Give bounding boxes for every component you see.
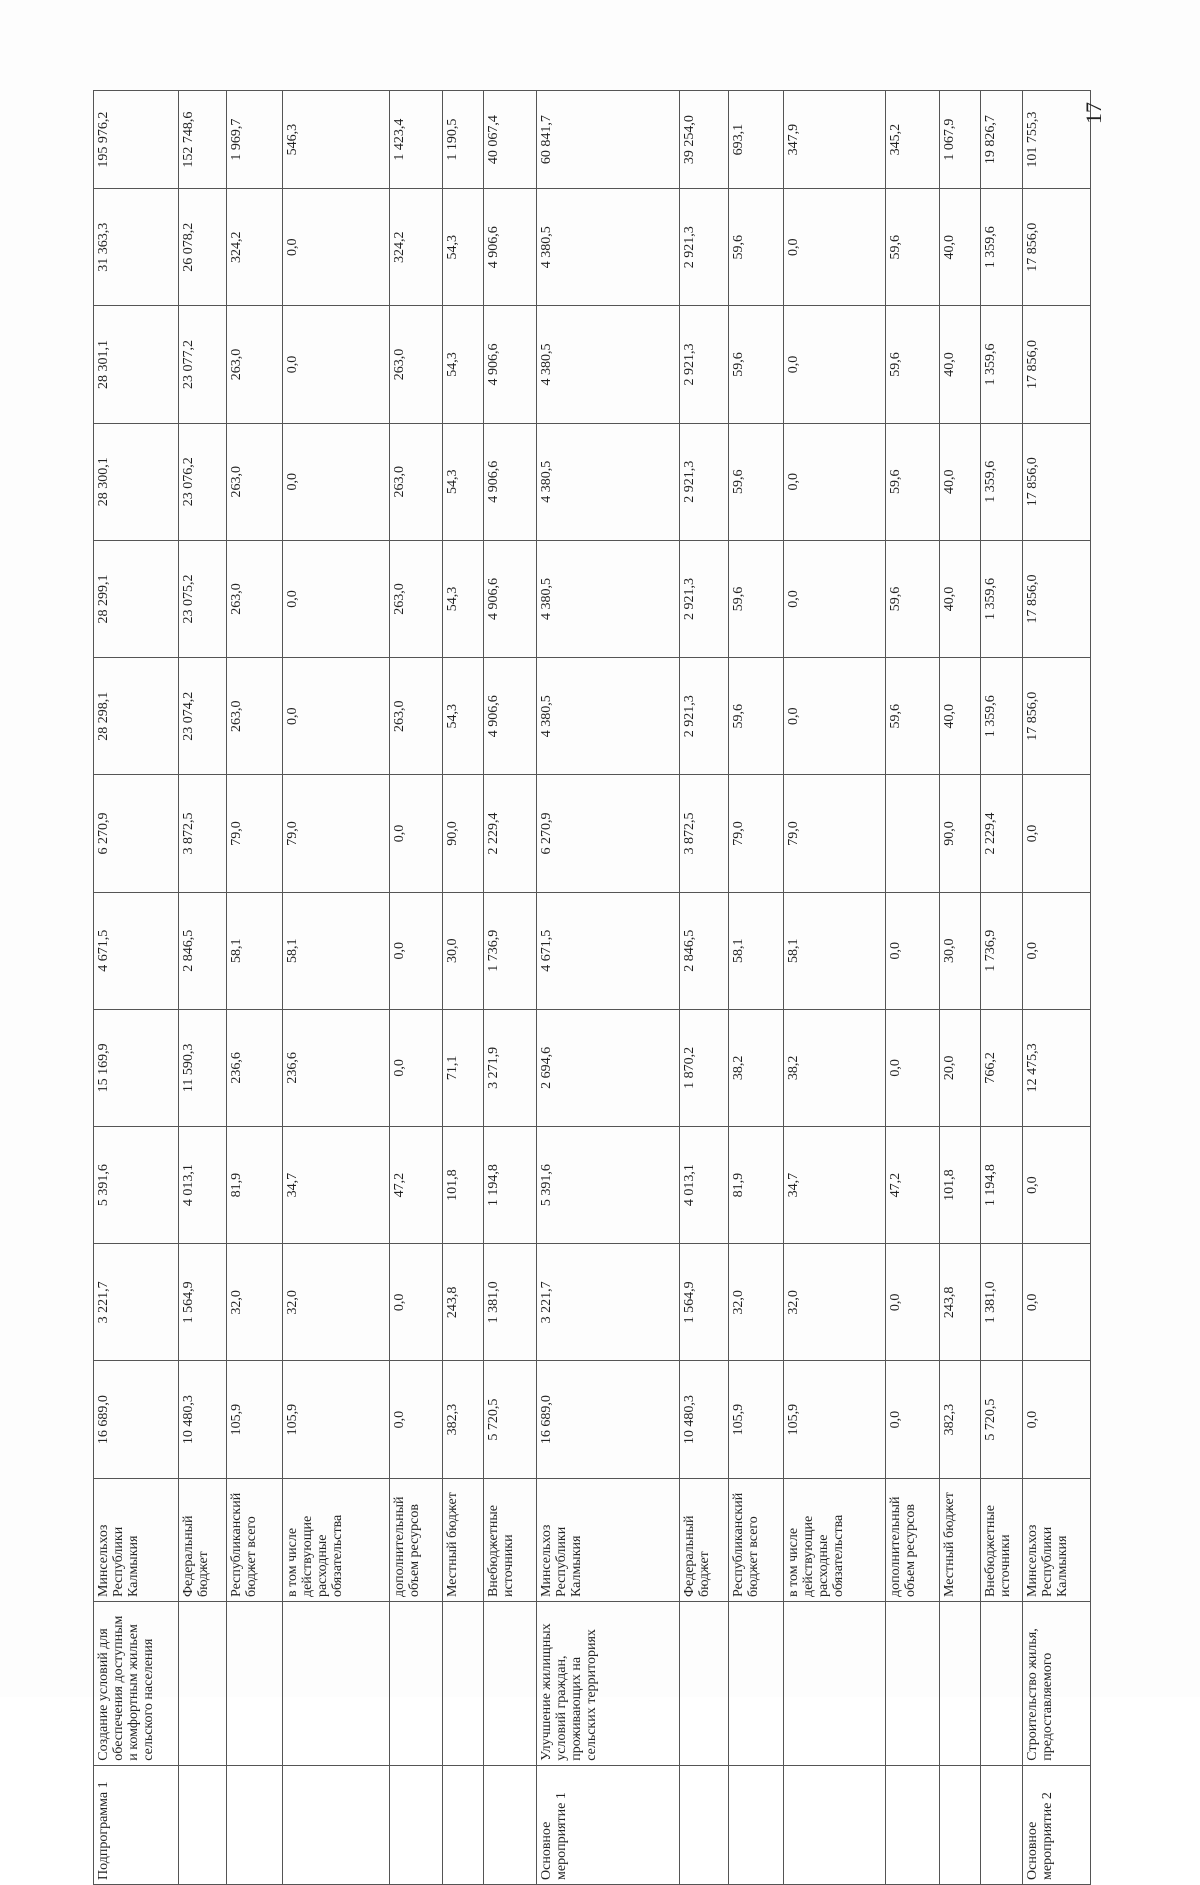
program-cell: Основное мероприятие 2 — [1023, 1765, 1091, 1884]
description-cell — [484, 1602, 537, 1766]
value-cell: 0,0 — [282, 423, 389, 540]
value-cell: 59,6 — [728, 423, 784, 540]
value-cell: 243,8 — [939, 1244, 980, 1361]
value-cell: 54,3 — [442, 423, 483, 540]
value-cell: 2 921,3 — [680, 658, 728, 775]
value-cell: 3 221,7 — [94, 1244, 179, 1361]
value-cell: 58,1 — [784, 892, 886, 1009]
value-cell: 40 067,4 — [484, 91, 537, 189]
value-cell: 4 906,6 — [484, 423, 537, 540]
value-cell: 71,1 — [442, 1009, 483, 1126]
value-cell: 58,1 — [728, 892, 784, 1009]
value-cell: 58,1 — [282, 892, 389, 1009]
value-cell: 382,3 — [939, 1361, 980, 1478]
value-cell: 195 976,2 — [94, 91, 179, 189]
value-cell: 766,2 — [980, 1009, 1022, 1126]
value-cell: 59,6 — [886, 189, 939, 306]
value-cell: 1 359,6 — [980, 306, 1022, 423]
value-cell: 236,6 — [227, 1009, 283, 1126]
value-cell: 6 270,9 — [537, 775, 680, 892]
value-cell: 546,3 — [282, 91, 389, 189]
value-cell: 345,2 — [886, 91, 939, 189]
value-cell: 263,0 — [227, 306, 283, 423]
program-cell — [886, 1765, 939, 1884]
value-cell: 5 720,5 — [484, 1361, 537, 1478]
value-cell: 12 475,3 — [1023, 1009, 1091, 1126]
value-cell: 0,0 — [282, 540, 389, 657]
value-cell: 32,0 — [784, 1244, 886, 1361]
value-cell: 90,0 — [442, 775, 483, 892]
value-cell: 2 921,3 — [680, 540, 728, 657]
source-cell: Минсельхоз Республики Калмыкия — [94, 1478, 179, 1601]
program-cell — [389, 1765, 442, 1884]
value-cell: 4 671,5 — [94, 892, 179, 1009]
table-row — [94, 91, 179, 1885]
table-row — [939, 91, 980, 1885]
table-row — [389, 91, 442, 1885]
value-cell: 152 748,6 — [178, 91, 226, 189]
value-cell: 34,7 — [282, 1127, 389, 1244]
value-cell: 4 380,5 — [537, 306, 680, 423]
value-cell: 19 826,7 — [980, 91, 1022, 189]
value-cell: 0,0 — [389, 1009, 442, 1126]
value-cell: 324,2 — [227, 189, 283, 306]
value-cell: 28 298,1 — [94, 658, 179, 775]
value-cell: 40,0 — [939, 658, 980, 775]
value-cell: 40,0 — [939, 306, 980, 423]
value-cell: 1 067,9 — [939, 91, 980, 189]
description-cell — [784, 1602, 886, 1766]
value-cell: 263,0 — [227, 658, 283, 775]
value-cell: 32,0 — [227, 1244, 283, 1361]
value-cell: 17 856,0 — [1023, 658, 1091, 775]
value-cell: 23 077,2 — [178, 306, 226, 423]
value-cell: 17 856,0 — [1023, 540, 1091, 657]
value-cell: 0,0 — [282, 658, 389, 775]
table-row — [784, 91, 886, 1885]
program-cell — [484, 1765, 537, 1884]
value-cell: 4 380,5 — [537, 423, 680, 540]
value-cell: 59,6 — [728, 658, 784, 775]
value-cell: 0,0 — [389, 775, 442, 892]
value-cell: 4 906,6 — [484, 658, 537, 775]
value-cell: 32,0 — [282, 1244, 389, 1361]
value-cell: 54,3 — [442, 540, 483, 657]
value-cell: 40,0 — [939, 423, 980, 540]
description-cell — [886, 1602, 939, 1766]
value-cell: 1 359,6 — [980, 540, 1022, 657]
value-cell: 54,3 — [442, 189, 483, 306]
value-cell: 31 363,3 — [94, 189, 179, 306]
source-cell: Внебюджетные источники — [484, 1478, 537, 1601]
value-cell: 4 906,6 — [484, 540, 537, 657]
value-cell: 79,0 — [282, 775, 389, 892]
program-cell — [227, 1765, 283, 1884]
description-cell — [680, 1602, 728, 1766]
value-cell: 105,9 — [227, 1361, 283, 1478]
value-cell: 0,0 — [784, 423, 886, 540]
value-cell: 324,2 — [389, 189, 442, 306]
value-cell: 0,0 — [389, 1361, 442, 1478]
value-cell: 1 423,4 — [389, 91, 442, 189]
value-cell: 243,8 — [442, 1244, 483, 1361]
source-cell: Республиканский бюджет всего — [728, 1478, 784, 1601]
source-cell: дополнительный объем ресурсов — [886, 1478, 939, 1601]
value-cell: 23 075,2 — [178, 540, 226, 657]
value-cell: 263,0 — [389, 306, 442, 423]
budget-table — [93, 90, 1091, 1885]
value-cell: 47,2 — [389, 1127, 442, 1244]
value-cell: 3 872,5 — [680, 775, 728, 892]
value-cell: 1 381,0 — [980, 1244, 1022, 1361]
source-cell: Республиканский бюджет всего — [227, 1478, 283, 1601]
value-cell: 5 391,6 — [537, 1127, 680, 1244]
source-cell: Минсельхоз Республики Калмыкия — [1023, 1478, 1091, 1601]
description-cell — [282, 1602, 389, 1766]
table-row — [484, 91, 537, 1885]
value-cell: 5 720,5 — [980, 1361, 1022, 1478]
value-cell: 6 270,9 — [94, 775, 179, 892]
value-cell: 2 921,3 — [680, 306, 728, 423]
value-cell: 236,6 — [282, 1009, 389, 1126]
value-cell: 81,9 — [728, 1127, 784, 1244]
value-cell: 47,2 — [886, 1127, 939, 1244]
value-cell: 2 921,3 — [680, 189, 728, 306]
value-cell: 3 221,7 — [537, 1244, 680, 1361]
value-cell: 105,9 — [728, 1361, 784, 1478]
value-cell: 15 169,9 — [94, 1009, 179, 1126]
value-cell: 2 229,4 — [484, 775, 537, 892]
program-cell — [784, 1765, 886, 1884]
description-cell — [389, 1602, 442, 1766]
value-cell: 0,0 — [784, 658, 886, 775]
program-cell — [980, 1765, 1022, 1884]
value-cell: 90,0 — [939, 775, 980, 892]
value-cell: 0,0 — [886, 892, 939, 1009]
value-cell: 0,0 — [1023, 892, 1091, 1009]
value-cell: 1 381,0 — [484, 1244, 537, 1361]
page-number: 17 — [1081, 102, 1106, 124]
value-cell: 17 856,0 — [1023, 423, 1091, 540]
value-cell: 101,8 — [442, 1127, 483, 1244]
value-cell: 0,0 — [1023, 1361, 1091, 1478]
value-cell: 1 359,6 — [980, 423, 1022, 540]
description-cell — [227, 1602, 283, 1766]
value-cell: 2 921,3 — [680, 423, 728, 540]
source-cell: Федеральный бюджет — [178, 1478, 226, 1601]
value-cell: 3 872,5 — [178, 775, 226, 892]
value-cell: 0,0 — [282, 306, 389, 423]
value-cell: 54,3 — [442, 658, 483, 775]
source-cell: в том числе действующие расходные обязательства — [282, 1478, 389, 1601]
value-cell: 16 689,0 — [537, 1361, 680, 1478]
value-cell: 105,9 — [784, 1361, 886, 1478]
rotated-table-wrapper — [93, 90, 1091, 1885]
value-cell: 1 359,6 — [980, 658, 1022, 775]
value-cell: 1 736,9 — [484, 892, 537, 1009]
value-cell: 30,0 — [442, 892, 483, 1009]
value-cell: 4 380,5 — [537, 189, 680, 306]
value-cell: 0,0 — [1023, 1127, 1091, 1244]
value-cell: 263,0 — [227, 540, 283, 657]
value-cell: 16 689,0 — [94, 1361, 179, 1478]
value-cell: 2 694,6 — [537, 1009, 680, 1126]
value-cell: 0,0 — [389, 1244, 442, 1361]
value-cell: 32,0 — [728, 1244, 784, 1361]
table-row — [178, 91, 226, 1885]
value-cell: 0,0 — [886, 1009, 939, 1126]
value-cell: 0,0 — [784, 189, 886, 306]
value-cell: 0,0 — [886, 1361, 939, 1478]
value-cell: 3 271,9 — [484, 1009, 537, 1126]
table-row — [1023, 91, 1091, 1885]
value-cell: 59,6 — [728, 306, 784, 423]
value-cell: 23 074,2 — [178, 658, 226, 775]
value-cell: 10 480,3 — [178, 1361, 226, 1478]
value-cell: 17 856,0 — [1023, 306, 1091, 423]
value-cell: 59,6 — [886, 423, 939, 540]
value-cell: 26 078,2 — [178, 189, 226, 306]
description-cell: Создание условий для обеспечения доступным и комфортным жильем сельского населения — [94, 1602, 179, 1766]
value-cell: 1 359,6 — [980, 189, 1022, 306]
value-cell: 101 755,3 — [1023, 91, 1091, 189]
value-cell: 0,0 — [282, 189, 389, 306]
value-cell: 4 013,1 — [680, 1127, 728, 1244]
value-cell: 59,6 — [728, 540, 784, 657]
value-cell: 81,9 — [227, 1127, 283, 1244]
description-cell — [442, 1602, 483, 1766]
value-cell: 0,0 — [1023, 1244, 1091, 1361]
value-cell: 105,9 — [282, 1361, 389, 1478]
value-cell: 347,9 — [784, 91, 886, 189]
value-cell: 79,0 — [728, 775, 784, 892]
value-cell: 58,1 — [227, 892, 283, 1009]
value-cell: 0,0 — [784, 306, 886, 423]
value-cell: 263,0 — [389, 540, 442, 657]
table-row — [442, 91, 483, 1885]
value-cell: 5 391,6 — [94, 1127, 179, 1244]
value-cell: 28 300,1 — [94, 423, 179, 540]
value-cell: 59,6 — [886, 306, 939, 423]
value-cell: 1 870,2 — [680, 1009, 728, 1126]
value-cell — [886, 775, 939, 892]
value-cell: 59,6 — [886, 540, 939, 657]
value-cell: 10 480,3 — [680, 1361, 728, 1478]
value-cell: 1 564,9 — [680, 1244, 728, 1361]
program-cell: Подпрограмма 1 — [94, 1765, 179, 1884]
value-cell: 1 736,9 — [980, 892, 1022, 1009]
value-cell: 59,6 — [886, 658, 939, 775]
value-cell: 1 194,8 — [484, 1127, 537, 1244]
value-cell: 40,0 — [939, 540, 980, 657]
value-cell: 263,0 — [389, 423, 442, 540]
table-row — [227, 91, 283, 1885]
value-cell: 11 590,3 — [178, 1009, 226, 1126]
value-cell: 4 013,1 — [178, 1127, 226, 1244]
value-cell: 28 299,1 — [94, 540, 179, 657]
value-cell: 1 194,8 — [980, 1127, 1022, 1244]
value-cell: 0,0 — [389, 892, 442, 1009]
table-row — [728, 91, 784, 1885]
value-cell: 30,0 — [939, 892, 980, 1009]
value-cell: 1 564,9 — [178, 1244, 226, 1361]
description-cell — [178, 1602, 226, 1766]
source-cell: Минсельхоз Республики Калмыкия — [537, 1478, 680, 1601]
value-cell: 4 380,5 — [537, 658, 680, 775]
value-cell: 693,1 — [728, 91, 784, 189]
description-cell — [980, 1602, 1022, 1766]
description-cell — [728, 1602, 784, 1766]
value-cell: 20,0 — [939, 1009, 980, 1126]
value-cell: 17 856,0 — [1023, 189, 1091, 306]
value-cell: 34,7 — [784, 1127, 886, 1244]
table-row — [680, 91, 728, 1885]
value-cell: 2 846,5 — [680, 892, 728, 1009]
value-cell: 2 229,4 — [980, 775, 1022, 892]
value-cell: 1 969,7 — [227, 91, 283, 189]
value-cell: 0,0 — [1023, 775, 1091, 892]
value-cell: 382,3 — [442, 1361, 483, 1478]
source-cell: дополнительный объем ресурсов — [389, 1478, 442, 1601]
source-cell: Внебюджетные источники — [980, 1478, 1022, 1601]
value-cell: 4 380,5 — [537, 540, 680, 657]
value-cell: 54,3 — [442, 306, 483, 423]
value-cell: 101,8 — [939, 1127, 980, 1244]
value-cell: 0,0 — [784, 540, 886, 657]
value-cell: 4 906,6 — [484, 306, 537, 423]
value-cell: 1 190,5 — [442, 91, 483, 189]
program-cell — [442, 1765, 483, 1884]
table-row — [537, 91, 680, 1885]
program-cell — [680, 1765, 728, 1884]
table-row — [980, 91, 1022, 1885]
value-cell: 79,0 — [784, 775, 886, 892]
value-cell: 40,0 — [939, 189, 980, 306]
table-row — [886, 91, 939, 1885]
value-cell: 39 254,0 — [680, 91, 728, 189]
source-cell: Местный бюджет — [442, 1478, 483, 1601]
table-body — [94, 91, 1091, 1885]
value-cell: 79,0 — [227, 775, 283, 892]
program-cell — [282, 1765, 389, 1884]
value-cell: 59,6 — [728, 189, 784, 306]
value-cell: 4 906,6 — [484, 189, 537, 306]
program-cell — [178, 1765, 226, 1884]
value-cell: 0,0 — [886, 1244, 939, 1361]
value-cell: 4 671,5 — [537, 892, 680, 1009]
source-cell: Федеральный бюджет — [680, 1478, 728, 1601]
program-cell — [728, 1765, 784, 1884]
value-cell: 263,0 — [389, 658, 442, 775]
value-cell: 23 076,2 — [178, 423, 226, 540]
source-cell: Местный бюджет — [939, 1478, 980, 1601]
value-cell: 38,2 — [728, 1009, 784, 1126]
value-cell: 28 301,1 — [94, 306, 179, 423]
value-cell: 2 846,5 — [178, 892, 226, 1009]
value-cell: 263,0 — [227, 423, 283, 540]
description-cell: Строительство жилья, предоставляемого — [1023, 1602, 1091, 1766]
value-cell: 60 841,7 — [537, 91, 680, 189]
program-cell: Основное мероприятие 1 — [537, 1765, 680, 1884]
program-cell — [939, 1765, 980, 1884]
description-cell: Улучшение жилищных условий граждан, проживающих на сельских территориях — [537, 1602, 680, 1766]
description-cell — [939, 1602, 980, 1766]
value-cell: 38,2 — [784, 1009, 886, 1126]
table-row — [282, 91, 389, 1885]
source-cell: в том числе действующие расходные обязательства — [784, 1478, 886, 1601]
